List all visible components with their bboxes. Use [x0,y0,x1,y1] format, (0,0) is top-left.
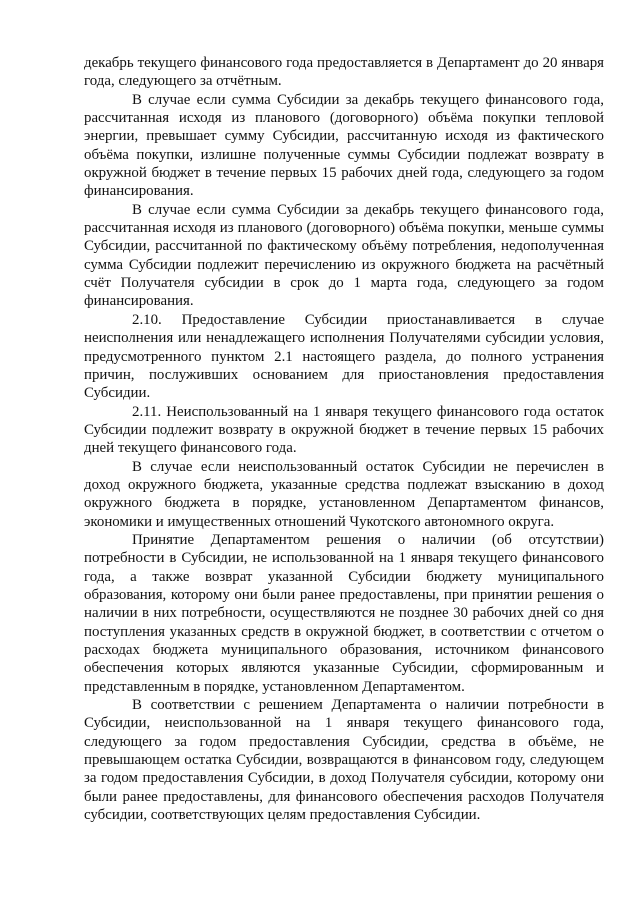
paragraph-excess-subsidy-return: В случае если сумма Субсидии за декабрь текущего финансового года, рассчитанная исходя из планового (договорного) объёма покупки тепловой энергии, превышает сумму Субсидии, рассчитанную исходя из фактического объёма покупки, излишне полученные суммы Субсидии подлежат возврату в окружной бюджет в течение первых 15 рабочих дней года, следующего за годом финансирования. [84,91,604,200]
paragraph-return-to-recipient: В соответствии с решением Департамента о наличии потребности в Субсидии, неиспользованной на 1 января текущего финансового года, следующего за годом предоставления Субсидии, средства в объёме, не превышающем остатка Субсидии, возвращаются в финансовом году, следующем за годом предоставления Субсидии, в доход Получателя субсидии, которому они были ранее предоставлены, для финансового обеспечения расходов Получателя субсидии, соответствующих целям предоставления Субсидии. [84,697,604,824]
paragraph-unreturned-balance: В случае если неиспользованный остаток Субсидии не перечислен в доход окружного бюджета, указанные средства подлежат взысканию в доход окружного бюджета в порядке, установленном Департаментом финансов, экономики и имущественных отношений Чукотского автономного округа. [84,458,604,530]
paragraph-clause-2-11: 2.11. Неиспользованный на 1 января текущего финансового года остаток Субсидии подлежит возврату в окружной бюджет в течение первых 15 рабочих дней текущего финансового года. [84,403,604,457]
paragraph-need-decision: Принятие Департаментом решения о наличии (об отсутствии) потребности в Субсидии, не использованной на 1 января текущего финансового года, а также возврат указанной Субсидии бюджету муниципального образования, которому они были ранее предоставлены, при принятии решения о наличии в них потребности, осуществляются не позднее 30 рабочих дней со дня поступления указанных средств в окружной бюджет, в соответствии с отчетом о расходах бюджета муниципального образования, источником финансового обеспечения которых являются указанные Субсидии, сформированным и представленным в порядке, установленном Департаментом. [84,531,604,695]
paragraph-underpaid-subsidy: В случае если сумма Субсидии за декабрь текущего финансового года, рассчитанная исходя из планового (договорного) объёма покупки, меньше суммы Субсидии, рассчитанной по фактическому объёму потребления, недополученная сумма Субсидии подлежит перечислению из окружного бюджета на расчётный счёт Получателя субсидии в срок до 1 марта года, следующего за годом финансирования. [84,201,604,310]
paragraph-clause-2-10: 2.10. Предоставление Субсидии приостанавливается в случае неисполнения или ненадлежащего исполнения Получателями субсидии условия, предусмотренного пунктом 2.1 настоящего раздела, до полного устранения причин, послуживших основанием для приостановления предоставления Субсидии. [84,311,604,402]
paragraph-continuation: декабрь текущего финансового года предоставляется в Департамент до 20 января года, следующего за отчётным. [84,55,604,90]
document-page [84,54,604,824]
